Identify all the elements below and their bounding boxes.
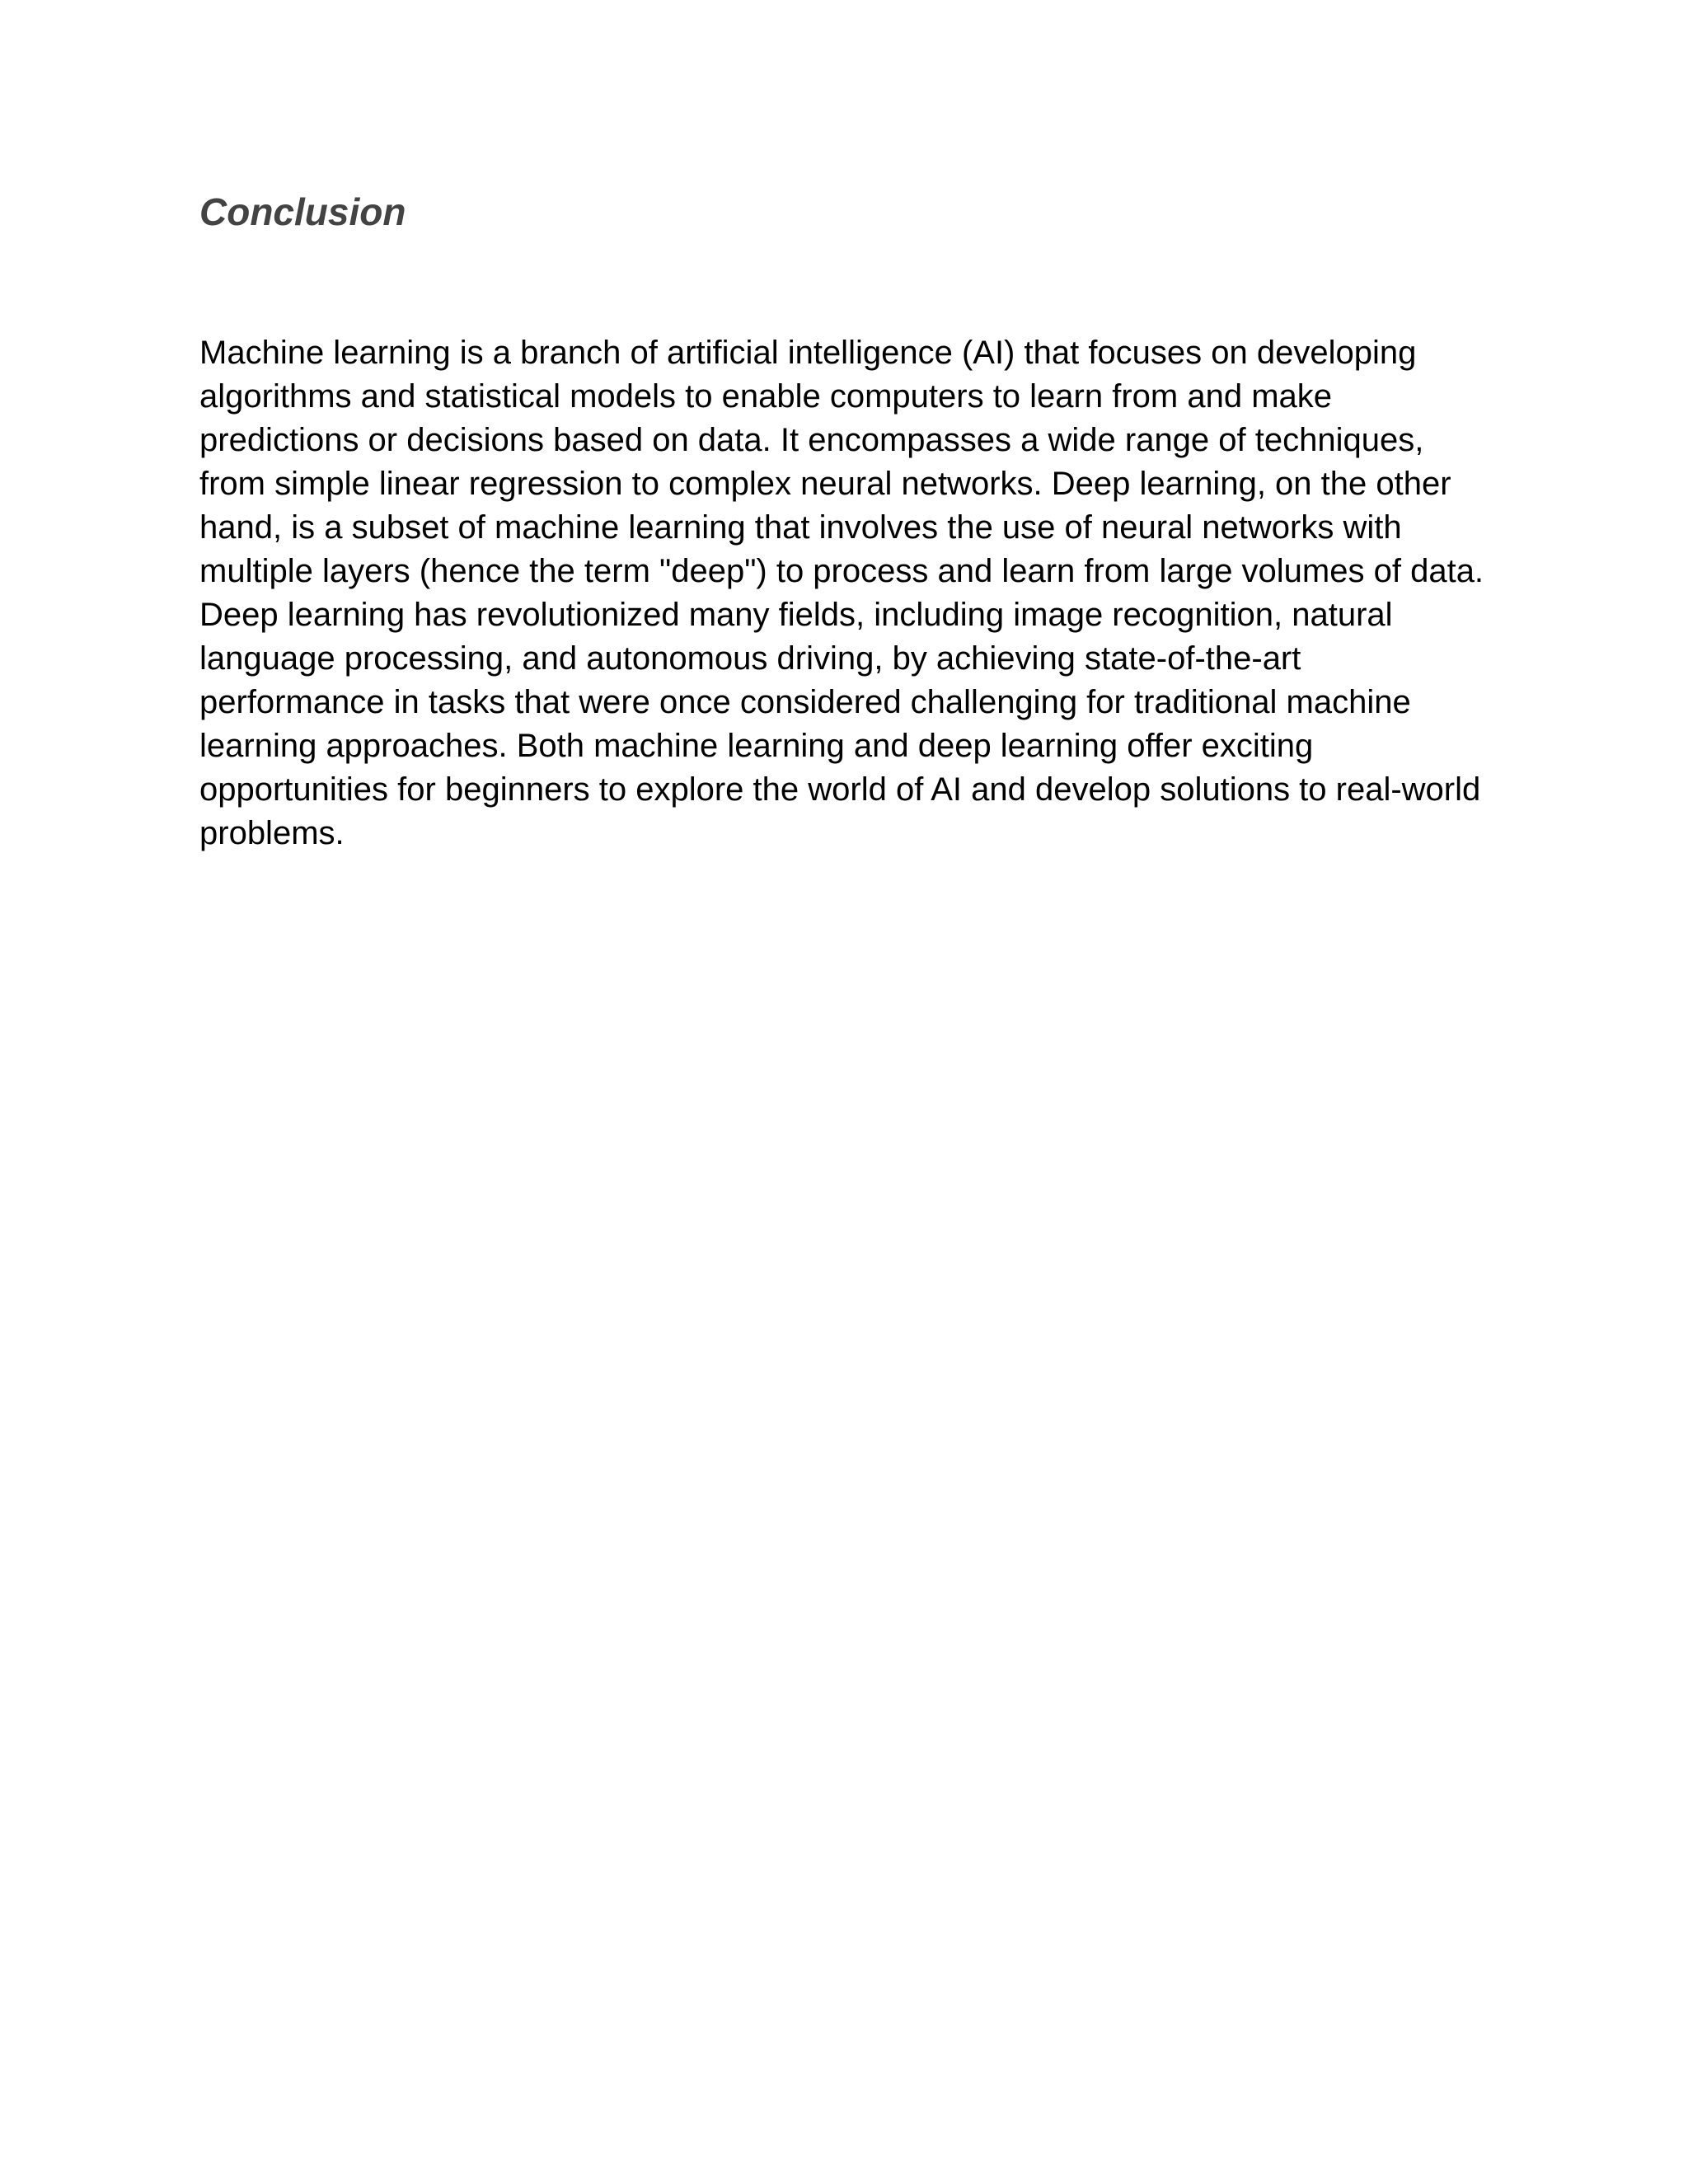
paragraph-line: language processing, and autonomous driving, by achieving state-of-the-art: [199, 640, 1301, 677]
paragraph-line: problems.: [199, 815, 345, 851]
paragraph-line: hand, is a subset of machine learning that involves the use of neural networks with: [199, 509, 1402, 546]
paragraph-line: Machine learning is a branch of artificial intelligence (AI) that focuses on developing: [199, 335, 1417, 371]
paragraph-line: performance in tasks that were once considered challenging for traditional machine: [199, 684, 1411, 720]
paragraph-line: opportunities for beginners to explore the world of AI and develop solutions to real-world: [199, 771, 1481, 808]
paragraph-line: multiple layers (hence the term "deep") to process and learn from large volumes of data.: [199, 553, 1484, 589]
paragraph-line: learning approaches. Both machine learning and deep learning offer exciting: [199, 728, 1314, 764]
section-heading: Conclusion: [199, 190, 406, 233]
body-paragraph: [199, 331, 1502, 855]
paragraph-line: from simple linear regression to complex neural networks. Deep learning, on the other: [199, 466, 1451, 502]
paragraph-line: Deep learning has revolutionized many fields, including image recognition, natural: [199, 597, 1393, 633]
paragraph-line: predictions or decisions based on data. It encompasses a wide range of techniques,: [199, 422, 1424, 458]
paragraph-line: algorithms and statistical models to enable computers to learn from and make: [199, 378, 1333, 415]
